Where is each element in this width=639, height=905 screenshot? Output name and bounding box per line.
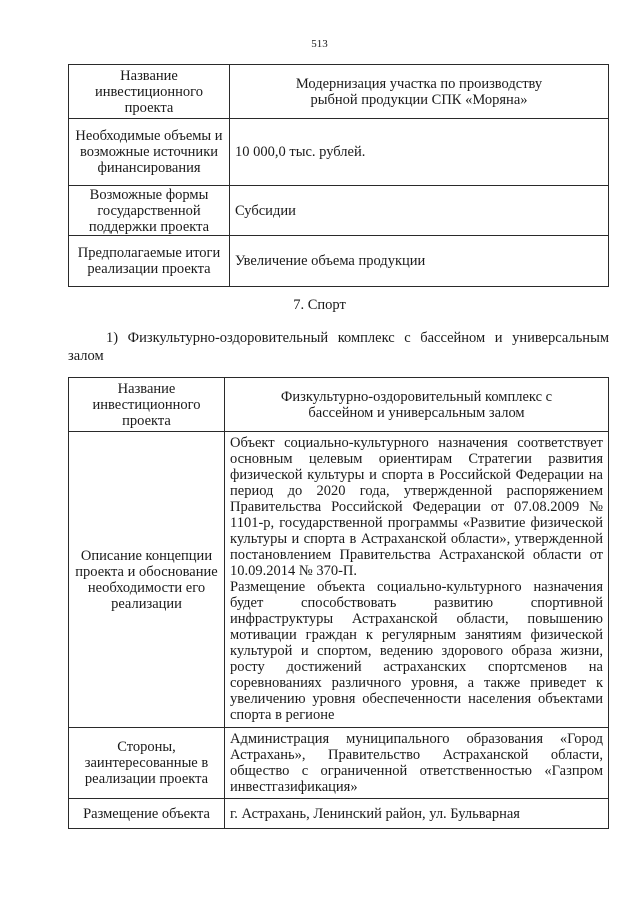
row-label: Необходимые объемы и возможные источники финансирования [69, 119, 230, 186]
row-label: Название инвестиционного проекта [69, 378, 225, 432]
table-row [69, 186, 609, 236]
table-row [69, 119, 609, 186]
row-label: Описание концепции проекта и обоснование необходимости его реализации [69, 432, 225, 728]
section-heading: 7. Спорт [293, 297, 346, 313]
row-label: Возможные формы государственной поддержки проекта [69, 186, 230, 236]
table-row [69, 65, 609, 119]
table-row [69, 378, 609, 432]
row-label: Стороны, заинтересованные в реализации проекта [69, 728, 225, 799]
table-row [69, 432, 609, 728]
table-row [69, 799, 609, 829]
table-row [69, 728, 609, 799]
concept-paragraph: Размещение объекта социально-культурного назначения будет способствовать развитию спортивной инфраструктуры Астраханской области, повышению мотивации граждан к регулярным занятиям физической культурой и спортом, ведению здорового образа жизни, росту достижений астраханских спортсменов на соревнованиях различного уровня, а также приведет к увеличению уровня обеспеченности населения объектами спорта в регионе [230, 579, 603, 723]
location-value: г. Астрахань, Ленинский район, ул. Бульварная [225, 799, 609, 829]
concept-description [225, 432, 609, 728]
project-table-fish-processing [68, 64, 609, 287]
project-table-sports-complex [68, 377, 609, 829]
concept-paragraph: Объект социально-культурного назначения соответствует основным целевым ориентирам Стратегии развития физической культуры и спорта в Российской Федерации на период до 2020 года, утвержденной распоряжением Правительства Российской Федерации от 07.08.2009 № 1101-р, государственной программы «Развитие физической культуры и спорта в Астраханской области», утвержденной постановлением Правительства Астраханской области от 10.09.2014 № 370-П. [230, 435, 603, 579]
financing-value: 10 000,0 тыс. рублей. [230, 119, 609, 186]
row-label: Предполагаемые итоги реализации проекта [69, 236, 230, 287]
stakeholders-value: Администрация муниципального образования «Город Астрахань», Правительство Астраханской области, общество с ограниченной ответственностью «Газпром инвестгазификация» [225, 728, 609, 799]
row-label: Название инвестиционного проекта [69, 65, 230, 119]
project-name-value: Модернизация участка по производству рыбной продукции СПК «Моряна» [230, 65, 609, 119]
table-row [69, 236, 609, 287]
page-number: 513 [311, 38, 328, 50]
project-item-title: 1) Физкультурно-оздоровительный комплекс с бассейном и универсальным залом [68, 330, 609, 364]
row-label: Размещение объекта [69, 799, 225, 829]
project-name-value: Физкультурно-оздоровительный комплекс с бассейном и универсальным залом [225, 378, 609, 432]
expected-results-value: Увеличение объема продукции [230, 236, 609, 287]
support-forms-value: Субсидии [230, 186, 609, 236]
